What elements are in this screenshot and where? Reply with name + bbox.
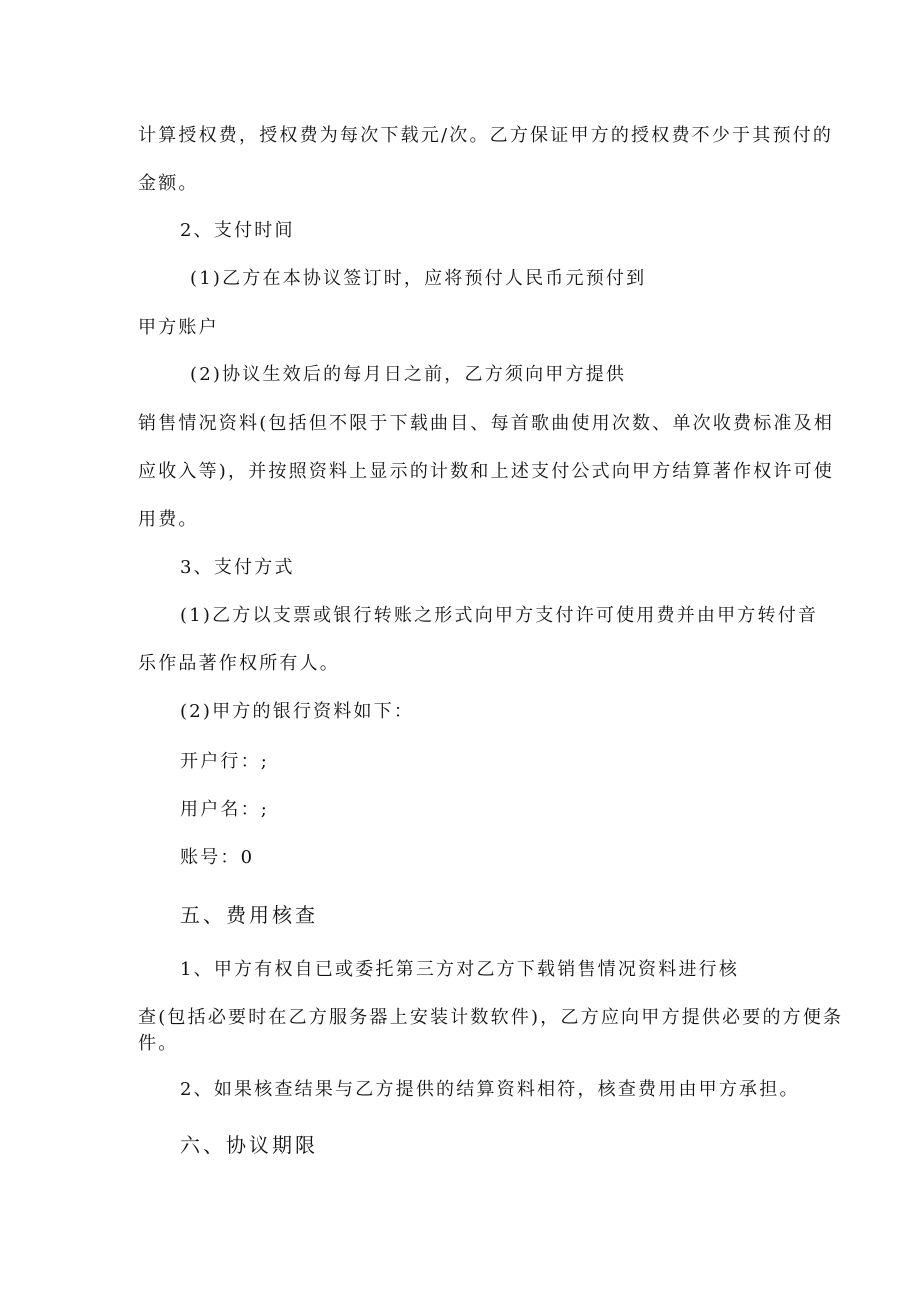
paragraph-line-usage-fee: 用费。	[138, 509, 199, 530]
bank-field-opening-bank: 开户行：;	[180, 751, 270, 772]
paragraph-line-settlement: 应收入等)，并按照资料上显示的计数和上述支付公式向甲方结算著作权许可使	[138, 461, 835, 482]
paragraph-line-authorization-fee: 计算授权费，授权费为每次下载元/次。乙方保证甲方的授权费不少于其预付的	[138, 125, 834, 146]
paragraph-line-audit-software: 查(包括必要时在乙方服务器上安装计数软件)，乙方应向甲方提供必要的方便条	[138, 1007, 844, 1028]
paragraph-line-copyright-owner: 乐作品著作权所有人。	[138, 653, 340, 674]
paragraph-line-prepayment: (1)乙方在本协议签订时，应将预付人民币元预付到	[190, 268, 647, 289]
paragraph-line-sales-data: 销售情况资料(包括但不限于下载曲目、每首歌曲使用次数、单次收费标准及相	[138, 413, 835, 434]
paragraph-line-audit-right: 1、甲方有权自已或委托第三方对乙方下载销售情况资料进行核	[180, 959, 740, 980]
paragraph-line-check-transfer: (1)乙方以支票或银行转账之形式向甲方支付许可使用费并由甲方转付音	[180, 605, 819, 626]
paragraph-line-party-a-account: 甲方账户	[138, 317, 219, 338]
paragraph-line-bank-info: (2)甲方的银行资料如下：	[180, 701, 415, 722]
bank-field-account-name: 用户名：;	[180, 799, 270, 820]
subheading-payment-time: 2、支付时间	[180, 220, 295, 241]
paragraph-line-monthly-provision: (2)协议生效后的每月日之前，乙方须向甲方提供	[190, 364, 627, 385]
paragraph-line-conditions: 件。	[138, 1033, 179, 1054]
bank-field-account-number: 账号：0	[180, 847, 255, 868]
paragraph-line-audit-cost: 2、如果核查结果与乙方提供的结算资料相符，核查费用由甲方承担。	[180, 1079, 800, 1100]
subheading-payment-method: 3、支付方式	[180, 557, 295, 578]
paragraph-line-amount: 金额。	[138, 173, 199, 194]
section-heading-fee-audit: 五、费用核查	[180, 903, 318, 927]
section-heading-agreement-term: 六、协议期限	[180, 1133, 318, 1157]
